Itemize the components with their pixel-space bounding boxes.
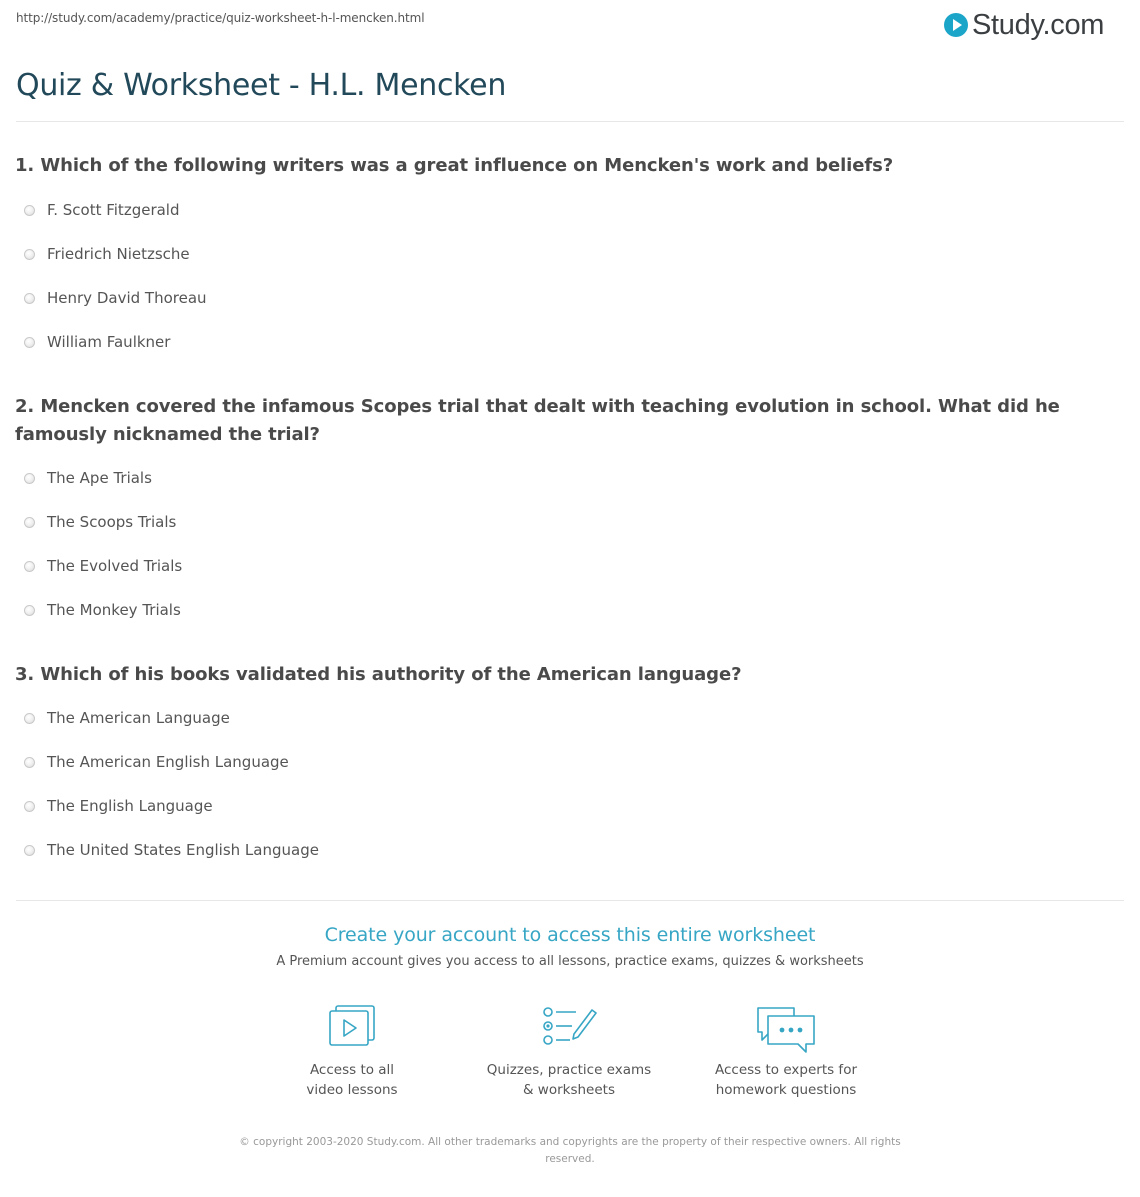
question-text: Mencken covered the infamous Scopes trial that dealt with teaching evolution in school. What did he famously nicknamed the trial? [15, 396, 1060, 445]
question-number: 2. [15, 396, 35, 417]
question-text: Which of his books validated his authority of the American language? [40, 664, 742, 685]
question-2 [15, 393, 1130, 449]
option-label: The United States English Language [47, 841, 319, 859]
option-label: The Scoops Trials [47, 513, 177, 531]
radio-button[interactable] [24, 293, 35, 304]
feature-label: Access to all video lessons [306, 1062, 398, 1098]
radio-button[interactable] [24, 561, 35, 572]
logo-text: Study.com [972, 8, 1105, 41]
radio-button[interactable] [24, 517, 35, 528]
option-label: Friedrich Nietzsche [47, 245, 190, 263]
q1-option-3[interactable] [24, 286, 207, 310]
question-3 [15, 661, 1130, 689]
radio-button[interactable] [24, 801, 35, 812]
option-label: The Monkey Trials [47, 601, 181, 619]
option-label: William Faulkner [47, 333, 171, 351]
feature-label: Quizzes, practice exams & worksheets [486, 1062, 652, 1098]
q3-option-1[interactable] [24, 706, 230, 730]
option-label: Henry David Thoreau [47, 289, 207, 307]
title-divider [16, 121, 1124, 122]
q2-option-4[interactable] [24, 598, 181, 622]
option-label: The American Language [47, 709, 230, 727]
radio-button[interactable] [24, 249, 35, 260]
question-number: 3. [15, 664, 35, 685]
option-label: The English Language [47, 797, 213, 815]
q1-option-4[interactable] [24, 330, 170, 354]
q3-option-2[interactable] [24, 750, 289, 774]
q2-option-3[interactable] [24, 554, 182, 578]
q3-option-4[interactable] [24, 838, 319, 862]
question-1 [15, 152, 1130, 180]
play-logo-icon [944, 13, 968, 37]
premium-description: A Premium account gives you access to all lessons, practice exams, quizzes & worksheets [276, 954, 864, 969]
q1-option-1[interactable] [24, 198, 180, 222]
radio-button[interactable] [24, 473, 35, 484]
radio-button[interactable] [24, 757, 35, 768]
radio-button[interactable] [24, 605, 35, 616]
feature-experts [691, 1004, 881, 1100]
question-text: Which of the following writers was a great influence on Mencken's work and beliefs? [40, 155, 894, 176]
study-com-logo[interactable] [944, 8, 1104, 42]
q2-option-1[interactable] [24, 466, 152, 490]
q3-option-3[interactable] [24, 794, 213, 818]
option-label: The Ape Trials [47, 469, 152, 487]
q2-option-2[interactable] [24, 510, 176, 534]
option-label: The American English Language [47, 753, 289, 771]
radio-button[interactable] [24, 337, 35, 348]
radio-button[interactable] [24, 845, 35, 856]
radio-button[interactable] [24, 205, 35, 216]
create-account-link[interactable]: Create your account to access this entire worksheet [324, 924, 816, 946]
copyright-notice: © copyright 2003-2020 Study.com. All other trademarks and copyrights are the property of their respective owners. All rights reserved. [239, 1136, 901, 1165]
quiz-checklist-icon [540, 1004, 598, 1048]
feature-video-lessons [257, 1004, 447, 1100]
page-url: http://study.com/academy/practice/quiz-worksheet-h-l-mencken.html [16, 11, 425, 25]
page-title: Quiz & Worksheet - H.L. Mencken [16, 68, 507, 103]
feature-quizzes [474, 1004, 664, 1100]
option-label: The Evolved Trials [47, 557, 183, 575]
feature-label: Access to experts for homework questions [714, 1062, 857, 1098]
q1-option-2[interactable] [24, 242, 190, 266]
radio-button[interactable] [24, 713, 35, 724]
chat-bubbles-icon [754, 1004, 818, 1054]
section-divider [16, 900, 1124, 901]
video-lessons-icon [326, 1004, 378, 1048]
question-number: 1. [15, 155, 35, 176]
option-label: F. Scott Fitzgerald [47, 201, 180, 219]
